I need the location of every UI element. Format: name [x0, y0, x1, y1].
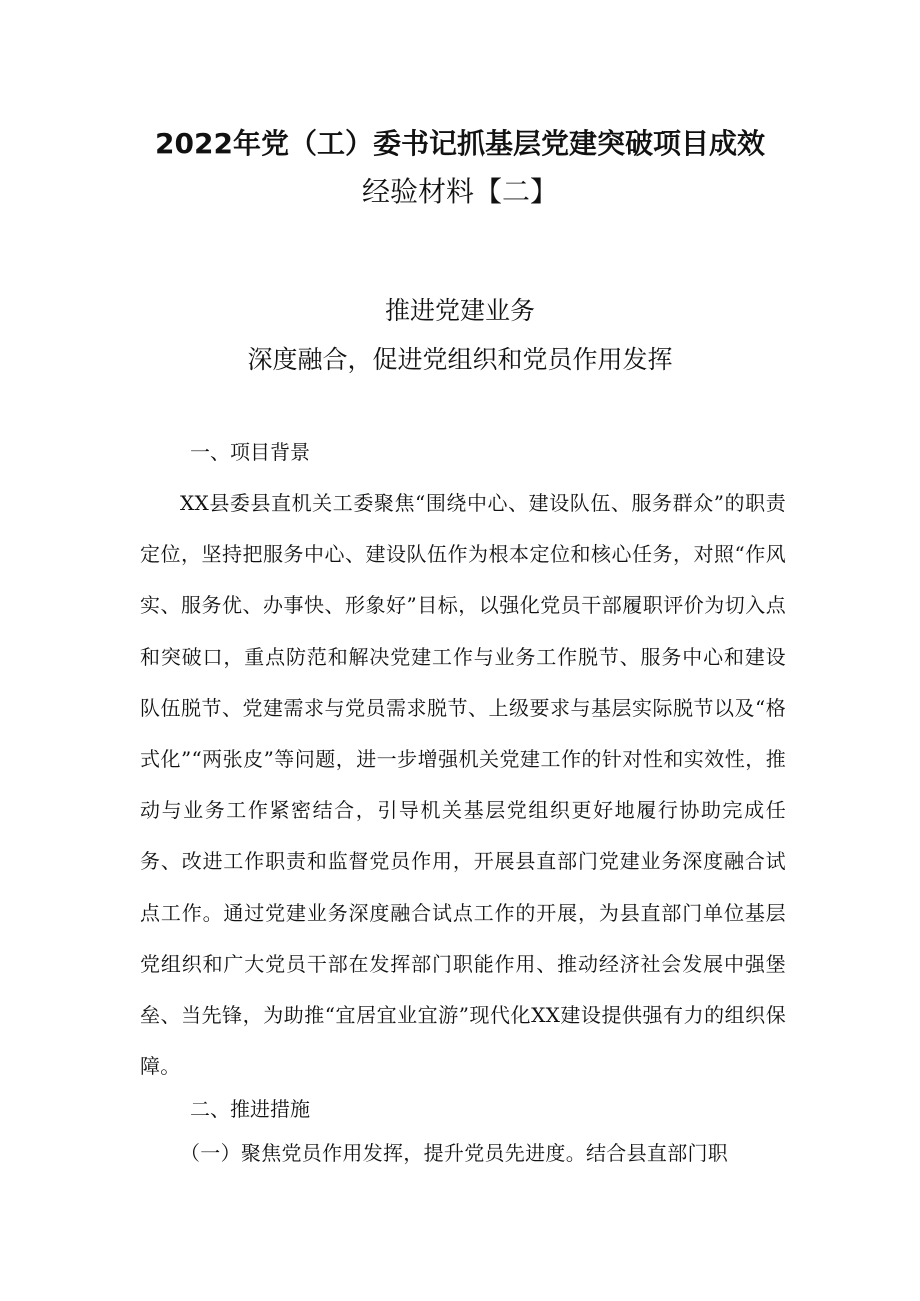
section-paragraph-background: XX县委县直机关工委聚焦“围绕中心、建设队伍、服务群众”的职责定位，坚持把服务中心、建设队伍作为根本定位和核心任务，对照“作风实、服务优、办事快、形象好”目标，以强化党员干部履职评价为切入点和突破口，重点防范和解决党建工作与业务工作脱节、服务中心和建设队伍脱节、党建需求与党员需求脱节、上级要求与基层实际脱节以及“格式化”“两张皮”等问题，进一步增强机关党建工作的针对性和实效性，推动与业务工作紧密结合，引导机关基层党组织更好地履行协助完成任务、改进工作职责和监督党员作用，开展县直部门党建业务深度融合试点工作。通过党建业务深度融合试点工作的开展，为县直部门单位基层党组织和广大党员干部在发挥部门职能作用、推动经济社会发展中强堡垒、当先锋，为助推“宜居宜业宜游”现代化XX建设提供强有力的组织保障。 — [140, 491, 786, 1079]
section-heading-background: 一、项目背景 — [190, 440, 310, 464]
document-subtitle-line-1: 推进党建业务 — [384, 296, 535, 325]
document-title-line-1: 2022年党（工）委书记抓基层党建突破项目成效 — [155, 127, 765, 160]
document-subtitle-line-2: 深度融合，促进党组织和党员作用发挥 — [247, 345, 673, 374]
section-heading-measures: 二、推进措施 — [190, 1097, 310, 1121]
document-title-line-2: 经验材料【二】 — [361, 175, 558, 208]
section-paragraph-measures: （一）聚焦党员作用发挥，提升党员先进度。结合县直部门职 — [180, 1141, 729, 1165]
